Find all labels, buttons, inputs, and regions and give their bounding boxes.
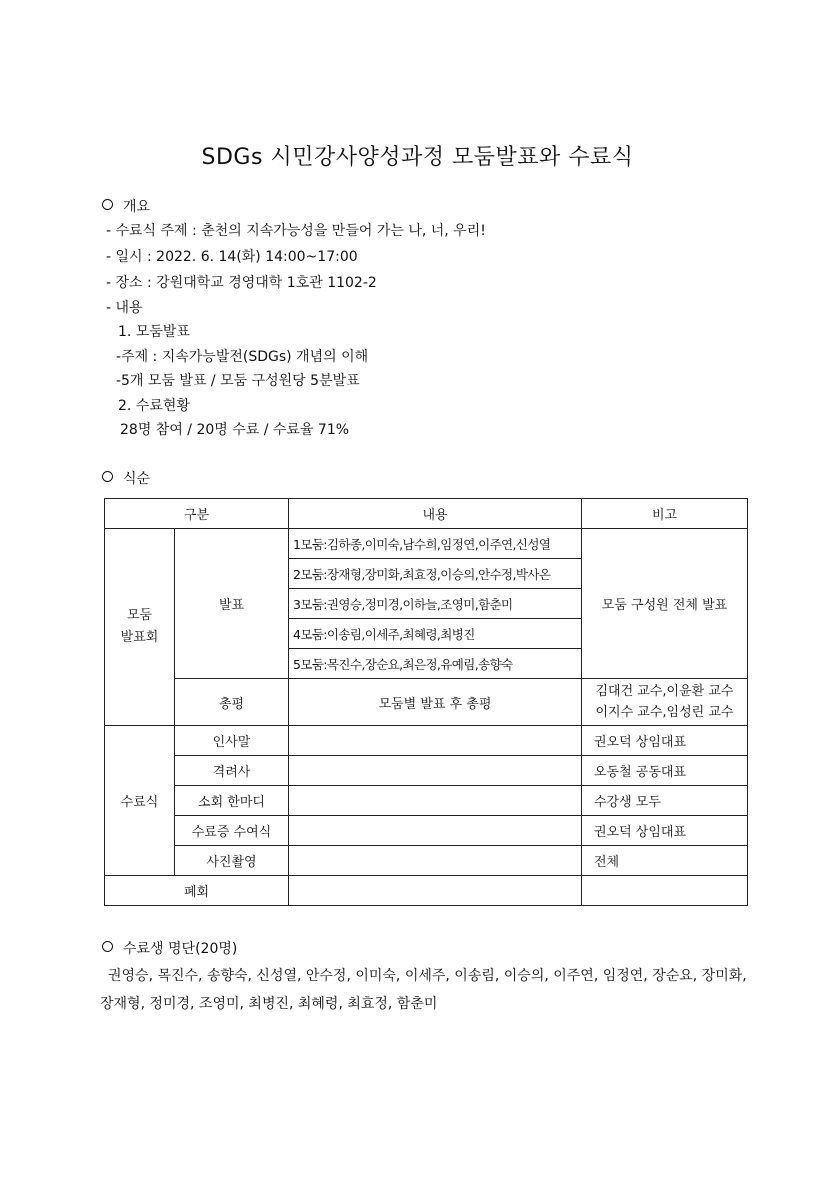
item1-topic: -주제 : 지속가능발전(SDGs) 개념의 이해 xyxy=(116,349,369,365)
group-5: 5모둠:목진수,장순요,최은정,유예림,송향숙 xyxy=(289,649,582,679)
closing-label: 폐회 xyxy=(105,876,289,906)
ceremony-item-note: 권오덕 상임대표 xyxy=(582,726,748,756)
overview-place: - 장소 : 강원대학교 경영대학 1호관 1102-2 xyxy=(106,275,377,291)
presentation-note: 모둠 구성원 전체 발표 xyxy=(582,529,748,679)
group-2: 2모둠:장재형,장미화,최효정,이승의,안수정,박사온 xyxy=(289,559,582,589)
table-header-row xyxy=(105,499,748,529)
group-presentation-label: 모둠 발표회 xyxy=(105,529,175,726)
closing-content xyxy=(289,876,582,906)
ceremony-label: 수료식 xyxy=(105,726,175,876)
overview-date: - 일시 : 2022. 6. 14(화) 14:00~17:00 xyxy=(106,249,358,265)
ceremony-item-note: 권오덕 상임대표 xyxy=(582,816,748,846)
ceremony-item-note: 오동철 공동대표 xyxy=(582,756,748,786)
graduate-names: 권영승, 목진수, 송향숙, 신성열, 안수정, 이미숙, 이세주, 이송림, 이승의, 이주연, 임정연, 장순요, 장미화, 장재형, 정미경, 조영미, 최병진, 최혜령, 최효정, 함춘미 xyxy=(100,968,747,1012)
review-note-line-2: 이지수 교수,임성린 교수 xyxy=(595,705,734,720)
table-row xyxy=(105,679,748,726)
ceremony-item-note: 수강생 모두 xyxy=(582,786,748,816)
review-note xyxy=(582,679,748,726)
group-4: 4모둠:이송림,이세주,최혜령,최병진 xyxy=(289,619,582,649)
review-label: 총평 xyxy=(175,679,289,726)
header-note: 비고 xyxy=(582,499,748,529)
overview-theme: - 수료식 주제 : 춘천의 지속가능성을 만들어 가는 나, 너, 우리! xyxy=(106,223,486,239)
ceremony-item-label: 수료증 수여식 xyxy=(175,816,289,846)
header-content: 내용 xyxy=(289,499,582,529)
schedule-heading xyxy=(102,468,150,488)
graduates-heading-text: 수료생 명단(20명) xyxy=(123,941,238,957)
closing-note xyxy=(582,876,748,906)
overview-content-label: - 내용 xyxy=(106,300,143,316)
overview-heading-text: 개요 xyxy=(123,199,151,215)
group-3: 3모둠:권영승,정미경,이하늘,조영미,함춘미 xyxy=(289,589,582,619)
table-row xyxy=(105,529,748,559)
ceremony-item-note: 전체 xyxy=(582,846,748,876)
circle-bullet-icon xyxy=(102,471,113,482)
table-row xyxy=(105,846,748,876)
table-row xyxy=(105,876,748,906)
item1-title: 1. 모둠발표 xyxy=(118,324,190,340)
ceremony-item-content xyxy=(289,846,582,876)
table-row xyxy=(105,726,748,756)
table-row xyxy=(105,756,748,786)
presentation-label: 발표 xyxy=(175,529,289,679)
schedule-table xyxy=(104,498,748,906)
item2-title: 2. 수료현황 xyxy=(118,398,190,414)
group-1: 1모둠:김하종,이미숙,남수희,임정연,이주연,신성열 xyxy=(289,529,582,559)
ceremony-item-label: 사진촬영 xyxy=(175,846,289,876)
ceremony-item-label: 인사말 xyxy=(175,726,289,756)
table-row xyxy=(105,786,748,816)
header-category: 구분 xyxy=(105,499,289,529)
review-content: 모둠별 발표 후 총평 xyxy=(289,679,582,726)
item2-detail: 28명 참여 / 20명 수료 / 수료율 71% xyxy=(120,422,350,438)
schedule-heading-text: 식순 xyxy=(123,471,151,487)
ceremony-item-content xyxy=(289,756,582,786)
table-row xyxy=(105,816,748,846)
overview-heading xyxy=(102,196,150,216)
circle-bullet-icon xyxy=(102,199,113,210)
ceremony-item-content xyxy=(289,786,582,816)
ceremony-item-content xyxy=(289,816,582,846)
ceremony-item-label: 소회 한마디 xyxy=(175,786,289,816)
document-title: SDGs 시민강사양성과정 모둠발표와 수료식 xyxy=(201,145,634,170)
graduates-heading xyxy=(102,938,237,958)
ceremony-item-label: 격려사 xyxy=(175,756,289,786)
item1-detail: -5개 모둠 발표 / 모둠 구성원당 5분발표 xyxy=(116,373,360,389)
ceremony-item-content xyxy=(289,726,582,756)
circle-bullet-icon xyxy=(102,941,113,952)
review-note-line-1: 김대건 교수,이윤환 교수 xyxy=(595,684,734,699)
